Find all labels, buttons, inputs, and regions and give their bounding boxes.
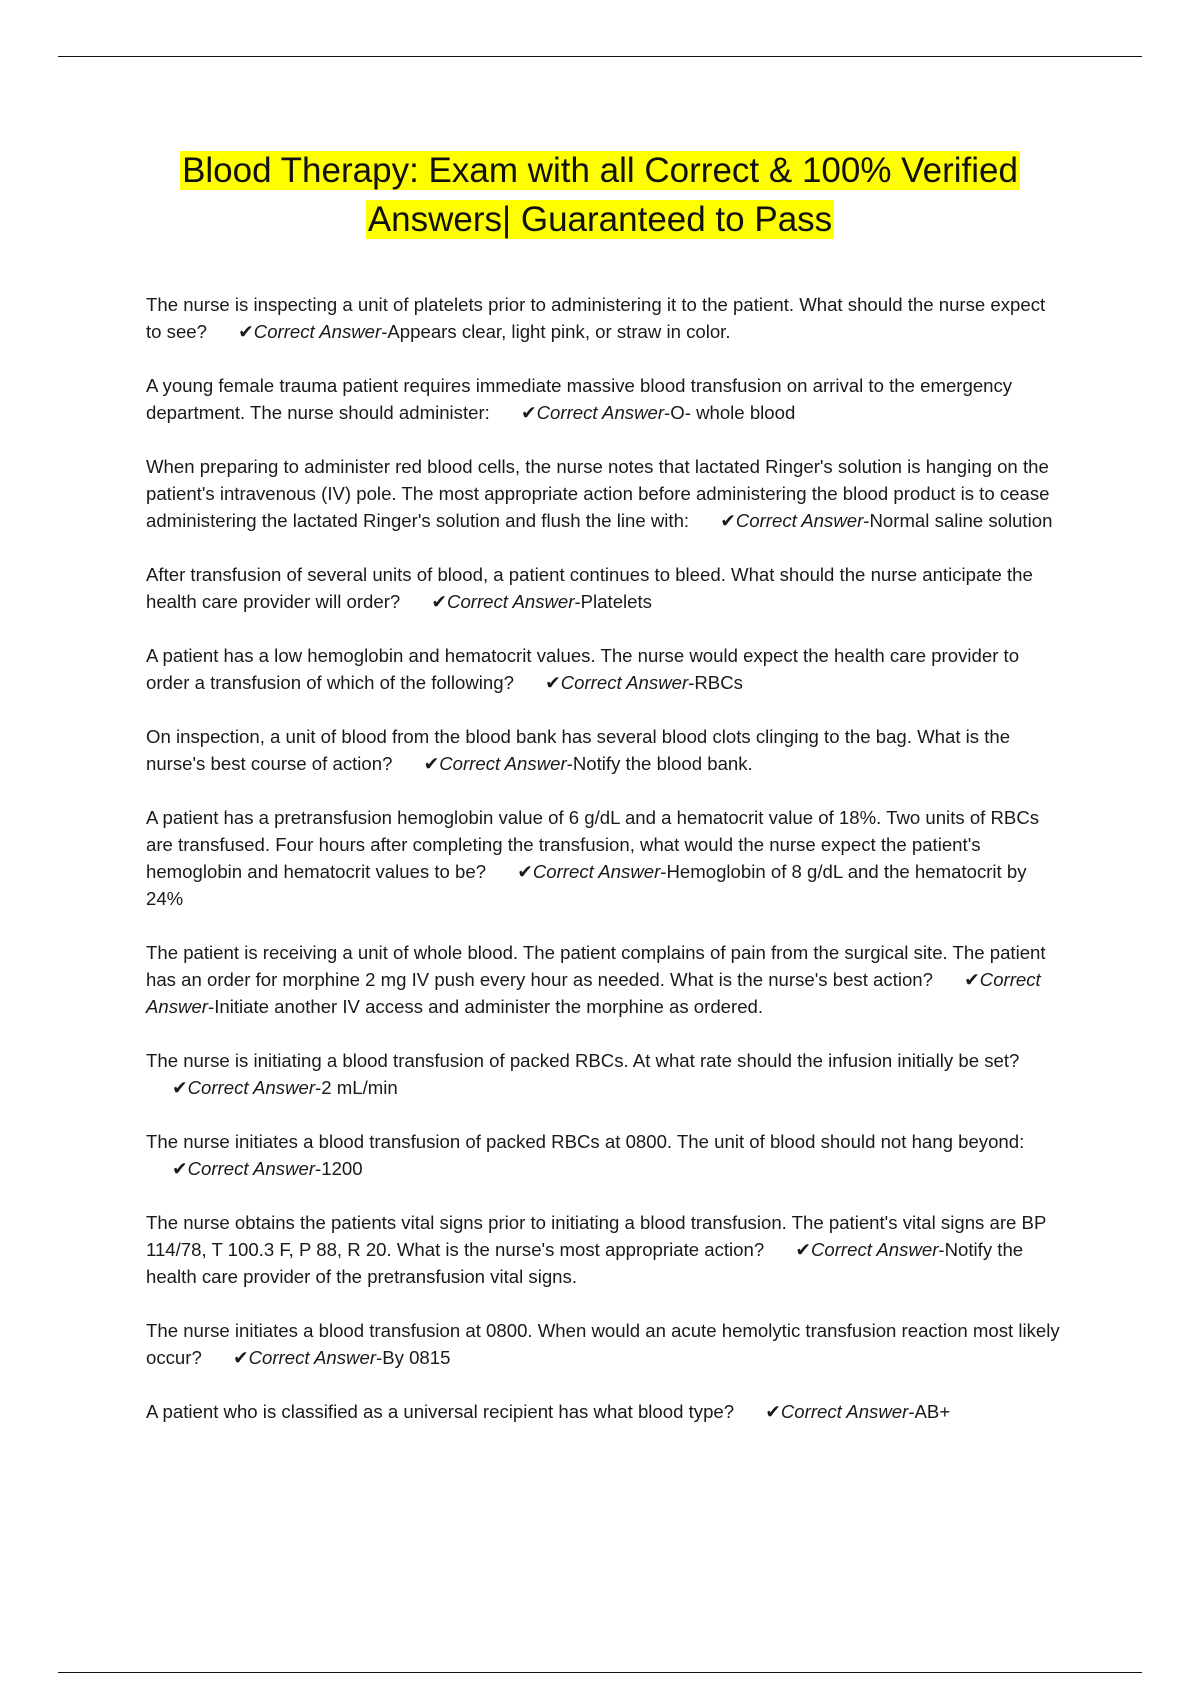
check-mark-icon: ✔ <box>545 672 561 693</box>
correct-answer-label: Correct Answer <box>810 1239 939 1260</box>
check-mark-icon: ✔ <box>238 321 254 342</box>
correct-answer-label: Correct Answer <box>253 321 382 342</box>
check-mark-icon: ✔ <box>795 1239 811 1260</box>
answer-block: ✔Correct Answer-Initiate another IV access and administer the morphine as ordered. <box>146 969 1041 1017</box>
answer-text: RBCs <box>694 672 743 693</box>
question-text: The nurse is initiating a blood transfusion of packed RBCs. At what rate should the infusion initially be set? <box>146 1050 1020 1071</box>
qa-item <box>146 372 1061 426</box>
question-text: The nurse initiates a blood transfusion of packed RBCs at 0800. The unit of blood should not hang beyond: <box>146 1131 1025 1152</box>
question-text: On inspection, a unit of blood from the blood bank has several blood clots clinging to the bag. What is the nurse's best course of action? <box>146 726 1011 774</box>
answer-text: AB+ <box>914 1401 951 1422</box>
footer-rule <box>58 1672 1142 1673</box>
question-text: A patient who is classified as a universal recipient has what blood type? <box>146 1401 735 1422</box>
answer-text: Hemoglobin of 8 g/dL and the hematocrit by 24% <box>146 861 1027 909</box>
check-mark-icon: ✔ <box>964 969 980 990</box>
question-text: The patient is receiving a unit of whole blood. The patient complains of pain from the surgical site. The patient has an order for morphine 2 mg IV push every hour as needed. What is the nurse's best action? <box>146 942 1046 990</box>
question-text: The nurse is inspecting a unit of platelets prior to administering it to the patient. What should the nurse expect to see? <box>146 294 1046 342</box>
qa-item <box>146 804 1061 912</box>
qa-item <box>146 453 1061 534</box>
answer-block: ✔Correct Answer-Notify the health care provider of the pretransfusion vital signs. <box>146 1239 1024 1287</box>
check-mark-icon: ✔ <box>517 861 533 882</box>
correct-answer-label: Correct Answer <box>146 969 1041 1017</box>
qa-item <box>146 642 1061 696</box>
question-text: A patient has a low hemoglobin and hematocrit values. The nurse would expect the health care provider to order a transfusion of which of the following? <box>146 645 1020 693</box>
question-text: A young female trauma patient requires immediate massive blood transfusion on arrival to the emergency department. The nurse should administer: <box>146 375 1013 423</box>
correct-answer-label: Correct Answer <box>248 1347 377 1368</box>
correct-answer-label: Correct Answer <box>532 861 661 882</box>
qa-item <box>146 939 1061 1020</box>
answer-block: ✔Correct Answer-Appears clear, light pink, or straw in color. <box>238 321 731 342</box>
check-mark-icon: ✔ <box>765 1401 781 1422</box>
document-title <box>120 146 1080 244</box>
check-mark-icon: ✔ <box>172 1077 188 1098</box>
answer-text: By 0815 <box>382 1347 451 1368</box>
question-text: After transfusion of several units of blood, a patient continues to bleed. What should the nurse anticipate the health care provider will order? <box>146 564 1033 612</box>
correct-answer-label: Correct Answer <box>187 1158 316 1179</box>
qa-item <box>146 1209 1061 1290</box>
correct-answer-label: Correct Answer <box>735 510 864 531</box>
qa-item <box>146 561 1061 615</box>
answer-text: Initiate another IV access and administer the morphine as ordered. <box>214 996 764 1017</box>
answer-text: Normal saline solution <box>869 510 1053 531</box>
correct-answer-label: Correct Answer <box>187 1077 316 1098</box>
qa-item <box>146 1398 1061 1425</box>
correct-answer-label: Correct Answer <box>560 672 689 693</box>
answer-text: Platelets <box>580 591 652 612</box>
question-text: The nurse initiates a blood transfusion at 0800. When would an acute hemolytic transfusion reaction most likely occur? <box>146 1320 1060 1368</box>
title-line-2: Answers| Guaranteed to Pass <box>367 200 833 239</box>
answer-text: 2 mL/min <box>321 1077 398 1098</box>
question-text: When preparing to administer red blood cells, the nurse notes that lactated Ringer's solution is hanging on the patient's intravenous (IV) pole. The most appropriate action before administering the blood product is to cease administering the lactated Ringer's solution and flush the line with: <box>146 456 1050 531</box>
question-text: The nurse obtains the patients vital signs prior to initiating a blood transfusion. The patient's vital signs are BP 114/78, T 100.3 F, P 88, R 20. What is the nurse's most appropriate action? <box>146 1212 1047 1260</box>
answer-block: ✔Correct Answer-By 0815 <box>232 1347 451 1368</box>
answer-block: ✔Correct Answer-2 mL/min <box>172 1077 398 1098</box>
correct-answer-label: Correct Answer <box>536 402 665 423</box>
answer-block: ✔Correct Answer-Platelets <box>431 591 652 612</box>
answer-text: 1200 <box>321 1158 363 1179</box>
answer-block: ✔Correct Answer-RBCs <box>545 672 743 693</box>
answer-text: Notify the health care provider of the pretransfusion vital signs. <box>146 1239 1024 1287</box>
qa-item <box>146 1128 1061 1182</box>
answer-text: Notify the blood bank. <box>572 753 753 774</box>
check-mark-icon: ✔ <box>431 591 448 612</box>
check-mark-icon: ✔ <box>423 753 440 774</box>
correct-answer-label: Correct Answer <box>447 591 575 612</box>
correct-answer-label: Correct Answer <box>439 753 567 774</box>
answer-block: ✔Correct Answer-1200 <box>172 1158 363 1179</box>
answer-text: Appears clear, light pink, or straw in color. <box>387 321 731 342</box>
qa-list <box>146 291 1061 1452</box>
answer-block: ✔Correct Answer-O- whole blood <box>521 402 796 423</box>
answer-block: ✔Correct Answer-Normal saline solution <box>720 510 1053 531</box>
correct-answer-label: Correct Answer <box>780 1401 909 1422</box>
check-mark-icon: ✔ <box>232 1347 249 1368</box>
question-text: A patient has a pretransfusion hemoglobin value of 6 g/dL and a hematocrit value of 18%. Two units of RBCs are transfused. Four hours after completing the transfusion, what would the nurse expect the patient's hemoglobin and hematocrit values to be? <box>146 807 1040 882</box>
check-mark-icon: ✔ <box>720 510 736 531</box>
check-mark-icon: ✔ <box>172 1158 188 1179</box>
qa-item <box>146 1317 1061 1371</box>
check-mark-icon: ✔ <box>521 402 537 423</box>
qa-item <box>146 723 1061 777</box>
answer-block: ✔Correct Answer-AB+ <box>765 1401 951 1422</box>
answer-block: ✔Correct Answer-Notify the blood bank. <box>423 753 753 774</box>
answer-block: ✔Correct Answer-Hemoglobin of 8 g/dL and the hematocrit by 24% <box>146 861 1027 909</box>
answer-text: O- whole blood <box>670 402 796 423</box>
header-rule <box>58 56 1142 57</box>
qa-item <box>146 1047 1061 1101</box>
qa-item <box>146 291 1061 345</box>
title-line-1: Blood Therapy: Exam with all Correct & 100% Verified <box>182 151 1018 190</box>
